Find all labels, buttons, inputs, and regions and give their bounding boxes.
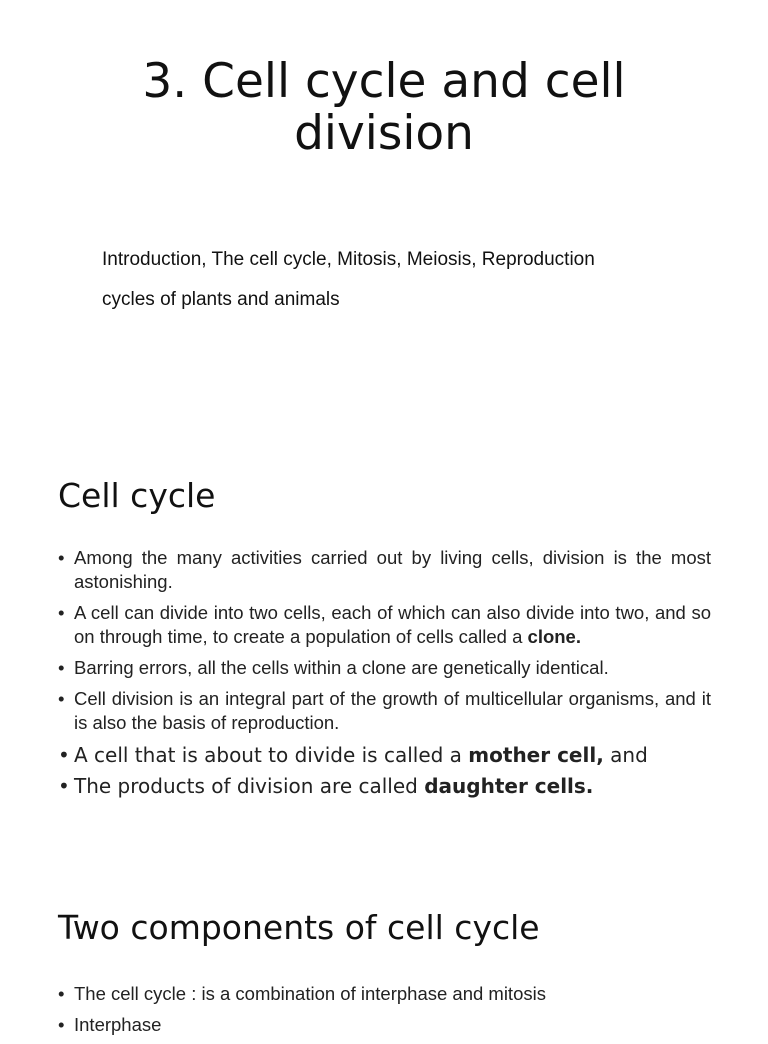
bullet-dot-icon: •	[58, 688, 65, 709]
slide-main-title: 3. Cell cycle and cell division	[142, 54, 626, 161]
slide-two-components	[0, 864, 768, 1035]
bullet-text: The cell cycle : is a combination of interphase and mitosis	[74, 983, 546, 1004]
bullet-bold-term: clone.	[527, 626, 581, 647]
slide-title	[0, 0, 768, 432]
bullet-text: A cell can divide into two cells, each of which can also divide into two, and so on through time, to create a population of cells called a	[74, 602, 711, 647]
bullet-dot-icon: •	[58, 1014, 65, 1035]
bullet-dot-icon: •	[58, 602, 65, 623]
bullet-text: The products of division are called	[74, 774, 425, 798]
bullet-item	[58, 656, 711, 680]
bullet-item	[58, 546, 711, 594]
bullet-text: Cell division is an integral part of the growth of multicellular organisms, and it is also the basis of reproduction.	[74, 688, 711, 733]
subtitle-line-2: cycles of plants and animals	[102, 289, 340, 310]
bullet-item	[58, 687, 711, 735]
bullet-item	[58, 1013, 711, 1037]
bullet-text: Among the many activities carried out by living cells, division is the most astonishing.	[74, 547, 711, 592]
bullet-text: Interphase	[74, 1014, 162, 1035]
bullet-dot-icon: •	[58, 983, 65, 1004]
bullet-text: Barring errors, all the cells within a clone are genetically identical.	[74, 657, 609, 678]
bullet-item	[58, 982, 711, 1006]
bullet-item	[58, 773, 711, 799]
bullet-dot-icon: •	[58, 743, 70, 767]
bullet-dot-icon: •	[58, 657, 65, 678]
bullet-bold-term: mother cell,	[468, 743, 604, 767]
bullet-text-tail: and	[603, 743, 648, 767]
bullet-dot-icon: •	[58, 774, 70, 798]
bullet-item	[58, 742, 711, 768]
slide-subtitle	[102, 240, 702, 320]
section-title-cell-cycle: Cell cycle	[58, 476, 216, 515]
bullet-dot-icon: •	[58, 547, 65, 568]
bullet-bold-term: daughter cells.	[424, 774, 594, 798]
section-title-two-components: Two components of cell cycle	[58, 908, 540, 947]
subtitle-line-1: Introduction, The cell cycle, Mitosis, Meiosis, Reproduction	[102, 249, 595, 270]
bullet-item	[58, 601, 711, 649]
slide-cell-cycle	[0, 432, 768, 864]
bullet-list	[58, 546, 711, 804]
bullet-text: A cell that is about to divide is called a	[74, 743, 469, 767]
bullet-list	[58, 982, 711, 1044]
